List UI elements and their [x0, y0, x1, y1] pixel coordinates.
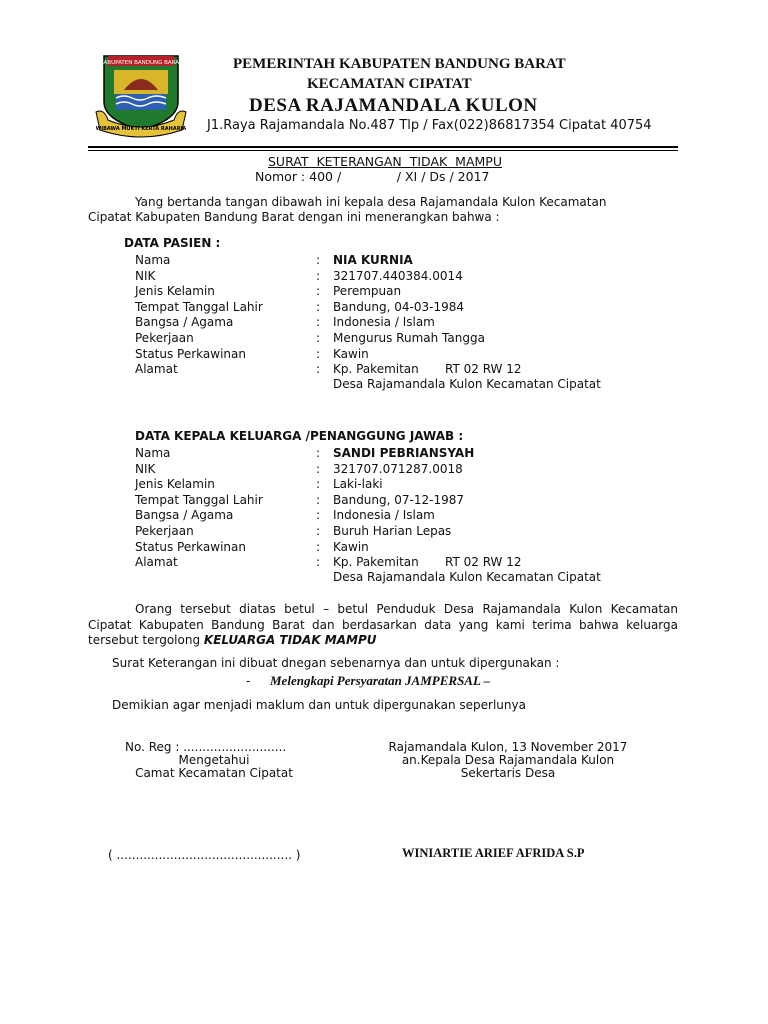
kepala-row-colon: : [316, 508, 321, 523]
header-divider-thin [88, 150, 678, 151]
header-divider-thick [88, 146, 678, 148]
pasien-row-label: Tempat Tanggal Lahir [135, 299, 263, 314]
kepala-row-value: Kp. Pakemitan [333, 555, 419, 570]
statement-text: Orang tersebut diatas betul – betul Penduduk Desa Rajamandala Kulon Kecamatan Cipatat Kabupaten Bandung Barat dan berdasarkan data yang kami terima bahwa keluarga tersebut tergolong [88, 602, 678, 647]
kepala-row [135, 493, 695, 509]
pasien-row-colon: : [316, 331, 321, 345]
pasien-row [135, 253, 695, 269]
kepala-row [135, 477, 695, 493]
logo-ribbon-text: WIBAWA MUKTI KERTA RAHARJA [95, 126, 187, 132]
pasien-row-colon: : [316, 315, 321, 330]
pasien-row-colon: : [316, 299, 321, 314]
kepala-row-label: Bangsa / Agama [135, 508, 234, 523]
kepala-row-label: Tempat Tanggal Lahir [135, 492, 263, 507]
pasien-row-colon: : [316, 362, 321, 377]
mengetahui-label: Mengetahui [178, 753, 250, 767]
kepala-row-label: Alamat [135, 555, 178, 570]
place-and-date: Rajamandala Kulon, 13 November 2017 [388, 740, 628, 754]
pasien-row-label: Status Perkawinan [135, 346, 246, 361]
header-address: J1.Raya Rajamandala No.487 Tlp / Fax(022)86817354 Cipatat 40754 [207, 118, 652, 133]
closing-statement: Demikian agar menjadi maklum dan untuk dipergunakan seperlunya [112, 698, 526, 712]
keluarga-tidak-mampu-emphasis: KELUARGA TIDAK MAMPU [203, 633, 377, 647]
pasien-row-label: Pekerjaan [135, 331, 194, 345]
kepala-row-value: Indonesia / Islam [333, 508, 435, 523]
an-kepala-desa: an.Kepala Desa Rajamandala Kulon [401, 753, 615, 767]
pasien-row-value: Kp. Pakemitan [333, 362, 419, 377]
kepala-row-label: Pekerjaan [135, 524, 194, 538]
statement-paragraph [88, 602, 678, 649]
kepala-row-value: 321707.071287.0018 [333, 461, 463, 476]
registration-number: No. Reg : ........................... [125, 740, 287, 754]
kepala-row-value: Bandung, 07-12-1987 [333, 492, 465, 507]
camat-signature-blank: ( .............................................. ) [108, 848, 301, 862]
kepala-row-colon: : [316, 492, 321, 507]
kepala-row-value: SANDI PEBRIANSYAH [333, 446, 475, 460]
pasien-row-label: Bangsa / Agama [135, 315, 234, 330]
pasien-row-label: Alamat [135, 362, 178, 377]
header-kecamatan: KECAMATAN CIPATAT [307, 76, 472, 92]
purpose-intro: Surat Keterangan ini dibuat dnegan sebenarnya dan untuk dipergunakan : [112, 656, 560, 670]
kepala-row-value-rt-rw: RT 02 RW 12 [445, 555, 522, 570]
pasien-row-value: 321707.440384.0014 [333, 268, 463, 283]
pasien-alamat-line-2: Desa Rajamandala Kulon Kecamatan Cipatat [333, 377, 601, 391]
pasien-row-colon: : [316, 268, 321, 283]
pasien-row-value: Kawin [333, 346, 369, 361]
kepala-row [135, 540, 695, 556]
kepala-row-colon: : [316, 477, 321, 492]
sekretaris-desa-title: Sekertaris Desa [460, 766, 556, 780]
pasien-row-value: Perempuan [333, 284, 402, 299]
pasien-row-value: NIA KURNIA [333, 253, 413, 267]
logo-top-text: KABUPATEN BANDUNG BARAT [100, 60, 182, 66]
pasien-row-value: Indonesia / Islam [333, 315, 435, 330]
pasien-heading: DATA PASIEN : [124, 236, 221, 250]
kepala-row-colon: : [316, 555, 321, 570]
kepala-row-label: Jenis Kelamin [135, 477, 215, 492]
kepala-row-value: Laki-laki [333, 477, 383, 492]
kepala-row-colon: : [316, 446, 321, 460]
pasien-row [135, 300, 695, 316]
letter-title: SURAT KETERANGAN TIDAK MAMPU [268, 154, 502, 169]
kepala-row [135, 446, 695, 462]
kepala-row-label: NIK [135, 461, 156, 476]
pasien-row [135, 347, 695, 363]
pasien-row-label: Jenis Kelamin [135, 284, 215, 299]
pasien-row-value-rt-rw: RT 02 RW 12 [445, 362, 522, 377]
kepala-row-colon: : [316, 524, 321, 538]
purpose-item: Melengkapi Persyaratan JAMPERSAL – [270, 673, 491, 688]
kepala-alamat-line-2: Desa Rajamandala Kulon Kecamatan Cipatat [333, 570, 601, 584]
letter-number: Nomor : 400 / / XI / Ds / 2017 [255, 169, 490, 184]
pasien-row-colon: : [316, 346, 321, 361]
bullet-dash: - [246, 674, 251, 688]
kepala-row-value: Buruh Harian Lepas [333, 524, 452, 538]
pasien-row [135, 269, 695, 285]
kepala-row-colon: : [316, 461, 321, 476]
pasien-row-colon: : [316, 284, 321, 299]
kepala-row [135, 524, 695, 540]
kepala-row-colon: : [316, 539, 321, 554]
header-desa: DESA RAJAMANDALA KULON [249, 95, 538, 116]
pasien-row [135, 331, 695, 347]
pasien-row [135, 362, 695, 378]
pasien-row-colon: : [316, 253, 321, 267]
pasien-row-value: Bandung, 04-03-1984 [333, 299, 465, 314]
intro-line-2: Cipatat Kabupaten Bandung Barat dengan ini menerangkan bahwa : [88, 210, 500, 224]
kepala-row [135, 508, 695, 524]
kepala-row-value: Kawin [333, 539, 369, 554]
kepala-row [135, 555, 695, 571]
district-emblem-logo [94, 50, 188, 142]
pasien-row-label: NIK [135, 268, 156, 283]
pasien-row [135, 284, 695, 300]
kepala-row [135, 462, 695, 478]
pasien-row-label: Nama [135, 253, 171, 267]
pasien-row-value: Mengurus Rumah Tangga [333, 331, 485, 345]
kepala-row-label: Nama [135, 446, 171, 460]
camat-title: Camat Kecamatan Cipatat [135, 766, 293, 780]
signer-name: WINIARTIE ARIEF AFRIDA S.P [402, 846, 585, 860]
header-government: PEMERINTAH KABUPATEN BANDUNG BARAT [233, 56, 566, 72]
kepala-row-label: Status Perkawinan [135, 539, 246, 554]
pasien-row [135, 315, 695, 331]
intro-line-1: Yang bertanda tangan dibawah ini kepala desa Rajamandala Kulon Kecamatan [135, 195, 607, 209]
kepala-heading: DATA KEPALA KELUARGA /PENANGGUNG JAWAB : [135, 429, 464, 443]
